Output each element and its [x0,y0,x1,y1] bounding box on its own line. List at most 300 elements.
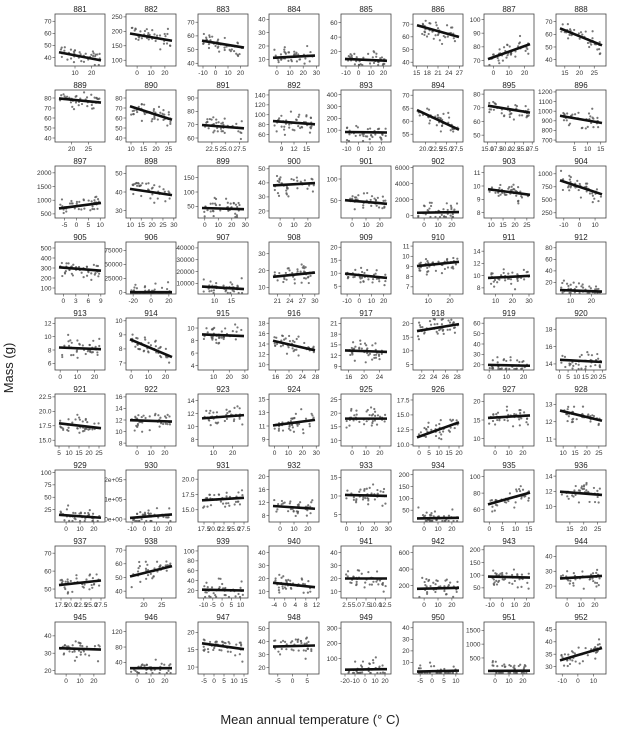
data-point [503,579,505,581]
data-point [168,111,170,113]
data-point [287,195,289,197]
data-point [304,179,306,181]
data-point [91,104,93,106]
data-point [348,140,350,142]
y-tick-label: 80 [187,108,195,116]
data-point [215,422,217,424]
data-point [167,28,169,30]
x-tick-label: -5 [61,222,68,229]
data-point [161,287,163,289]
data-point [592,201,594,203]
data-point [441,272,443,274]
y-axis-title: Mass (g) [1,342,16,394]
y-tick-label: 2000 [395,196,410,204]
data-point [208,43,210,45]
data-point [365,344,367,346]
data-point [497,412,499,414]
x-tick-label: -5 [201,678,207,685]
data-point [144,339,146,341]
data-point [166,423,168,425]
data-point [154,288,156,290]
y-tick-label: 6000 [395,164,410,172]
data-point [515,501,517,503]
panel-904 [538,157,606,229]
x-tick-label: 0 [74,222,79,229]
x-tick-label: 27.5 [94,602,108,609]
data-point [573,29,575,31]
data-point [503,115,505,117]
data-point [452,213,454,215]
data-point [498,187,500,189]
data-point [582,660,584,662]
panel-title: 909 [359,233,373,242]
x-tick-label: 0 [557,374,562,381]
x-tick-label: 20 [376,222,384,229]
data-point [147,574,149,576]
data-point [63,652,65,654]
data-point [373,51,375,53]
data-point [82,586,84,588]
data-point [233,50,235,52]
data-point [237,491,239,493]
data-point [162,188,164,190]
data-point [284,641,286,643]
data-point [137,39,139,41]
data-point [239,587,241,589]
data-point [211,328,213,330]
y-tick-label: 20 [258,473,266,481]
data-point [205,327,207,329]
x-tick-label: 10 [505,450,513,457]
data-point [226,492,228,494]
x-tick-label: 22 [418,374,426,381]
x-tick-label: 0 [350,450,354,457]
y-tick-label: 800 [541,127,553,135]
data-point [289,502,291,504]
data-point [218,51,220,53]
data-point [519,35,521,37]
panel-899 [184,157,250,229]
x-tick-label: 20 [236,70,245,77]
data-point [569,583,571,585]
x-tick-label: 10 [236,602,245,609]
data-point [138,520,140,522]
trend-line [345,350,387,352]
data-point [282,640,284,642]
data-point [144,336,146,338]
data-point [345,426,347,428]
y-tick-label: 1000 [538,108,553,116]
data-point [93,199,95,201]
panel-frame [269,546,319,598]
data-point [145,183,147,185]
data-point [355,196,357,198]
y-tick-label: 40 [258,16,266,24]
data-point [85,419,87,421]
data-point [381,207,383,209]
data-point [287,51,289,53]
panel-950 [402,613,463,685]
data-point [506,44,508,46]
y-tick-label: 20 [402,320,410,328]
data-point [518,361,520,363]
x-tick-label: -10 [557,678,567,685]
data-point [354,269,356,271]
data-point [202,43,204,45]
data-point [284,46,286,48]
y-tick-label: 150 [469,559,481,567]
panel-title: 885 [359,5,373,14]
data-point [455,263,457,265]
data-point [579,662,581,664]
data-point [76,414,78,416]
data-point [284,52,286,54]
data-point [504,666,506,668]
data-point [588,285,590,287]
data-point [491,510,493,512]
data-point [374,133,376,135]
data-point [573,406,575,408]
y-tick-label: 11 [545,436,553,444]
data-point [522,489,524,491]
data-point [213,289,215,291]
x-tick-label: 30 [241,222,249,229]
data-point [64,645,66,647]
data-point [348,425,350,427]
x-tick-label: 16 [345,374,353,381]
y-tick-label: 300 [40,265,52,273]
y-tick-label: 15 [258,396,266,404]
x-tick-label: 0 [491,70,496,77]
data-point [567,406,569,408]
x-tick-label: 10 [96,222,104,229]
data-point [225,290,227,292]
data-point [514,288,516,290]
x-tick-label: 10 [424,298,432,305]
data-point [449,419,451,421]
data-point [512,184,514,186]
panel-title: 900 [287,157,301,166]
y-tick-label: 10 [473,435,481,443]
y-tick-label: 10 [402,253,410,261]
data-point [513,568,515,570]
data-point [426,511,428,513]
data-point [70,101,72,103]
data-point [97,275,99,277]
y-tick-label: 20 [330,244,338,252]
data-point [495,504,497,506]
data-point [587,42,589,44]
data-point [348,55,350,57]
panel-title: 887 [502,5,516,14]
data-point [572,421,574,423]
y-tick-label: 8 [190,337,195,345]
data-point [498,580,500,582]
trend-line [560,290,602,291]
data-point [367,498,369,500]
x-tick-label: 26 [441,374,449,381]
y-tick-label: 14 [258,341,266,349]
data-point [381,353,383,355]
data-point [144,285,146,287]
data-point [210,203,212,205]
data-point [374,415,376,417]
data-point [280,641,282,643]
data-point [587,354,589,356]
data-point [67,418,69,420]
data-point [292,340,294,342]
panel-947 [187,613,248,685]
y-tick-label: 50 [473,585,481,593]
panel-900 [258,157,319,229]
trend-line [345,669,387,670]
data-point [207,331,209,333]
data-point [145,672,147,674]
y-tick-label: 12.5 [396,427,410,435]
data-point [162,109,164,111]
data-point [435,270,437,272]
data-point [585,489,587,491]
x-tick-label: -20 [340,678,350,685]
data-point [495,413,497,415]
x-tick-label: 20 [519,450,527,457]
panel-935 [470,461,534,533]
data-point [309,51,311,53]
data-point [75,640,77,642]
data-point [217,421,219,423]
data-point [371,195,373,197]
data-point [437,114,439,116]
y-tick-label: 70 [44,550,52,558]
data-point [274,189,276,191]
x-tick-label: 10 [367,298,376,305]
y-tick-label: 10 [330,437,338,445]
data-point [238,292,240,294]
y-tick-label: 10 [545,504,553,512]
y-tick-label: 10 [473,272,481,280]
data-point [159,417,161,419]
data-point [492,366,494,368]
data-point [233,420,235,422]
x-tick-label: 0 [290,678,295,685]
data-point [498,62,500,64]
data-point [309,60,311,62]
data-point [208,47,210,49]
data-point [234,503,236,505]
y-tick-label: 50 [115,574,123,582]
data-point [436,323,438,325]
y-tick-label: 100 [398,495,410,503]
data-point [438,437,440,439]
x-tick-label: 20 [520,374,528,381]
y-tick-label: 12 [545,488,553,496]
data-point [384,414,386,416]
data-point [239,407,241,409]
x-tick-label: 10 [362,450,370,457]
data-point [385,128,387,130]
data-point [289,340,291,342]
data-point [232,330,234,332]
data-point [144,513,146,515]
data-point [298,58,300,60]
panel-frame [484,470,534,522]
data-point [526,418,528,420]
panel-title: 910 [431,233,445,242]
data-point [295,413,297,415]
data-point [83,91,85,93]
panel-939 [184,537,248,609]
data-point [234,216,236,218]
data-point [275,577,277,579]
x-tick-label: 10 [362,222,370,229]
data-point [426,260,428,262]
data-point [292,649,294,651]
data-point [567,285,569,287]
data-point [153,33,155,35]
x-tick-label: 0 [58,374,62,381]
data-point [80,512,82,514]
data-point [454,332,456,334]
data-point [288,346,290,348]
data-point [165,348,167,350]
data-point [561,282,563,284]
panels-layer [37,5,607,685]
y-tick-label: 20 [473,398,481,406]
data-point [299,501,301,503]
x-tick-label: 12 [312,602,320,609]
data-point [584,368,586,370]
data-point [290,587,292,589]
data-point [85,53,87,55]
data-point [502,59,504,61]
y-tick-label: 80 [473,44,481,52]
data-point [210,424,212,426]
data-point [382,200,384,202]
y-tick-label: 500 [40,211,52,219]
y-tick-label: 60 [258,131,266,139]
y-tick-label: 30 [545,568,553,576]
data-point [443,333,445,335]
data-point [88,654,90,656]
data-point [280,345,282,347]
data-point [560,575,562,577]
data-point [346,139,348,141]
x-tick-label: 10 [127,146,135,153]
data-point [78,416,80,418]
data-point [511,186,513,188]
data-point [234,323,236,325]
x-tick-label: 5.0 [351,602,361,609]
y-tick-label: 20 [258,43,266,51]
data-point [523,672,525,674]
y-tick-label: 40 [545,268,553,276]
data-point [372,413,374,415]
data-point [598,577,600,579]
x-tick-label: 10 [224,70,232,77]
data-point [94,196,96,198]
x-tick-label: 20 [304,526,312,533]
data-point [428,207,430,209]
data-point [346,420,348,422]
data-point [78,208,80,210]
data-point [505,57,507,59]
data-point [80,53,82,55]
data-point [300,408,302,410]
data-point [306,515,308,517]
data-point [376,489,378,491]
data-point [492,661,494,663]
trend-line [59,648,101,649]
data-point [374,411,376,413]
x-tick-label: 10 [210,374,218,381]
data-point [84,512,86,514]
panel-889 [44,81,105,153]
data-point [370,205,372,207]
y-tick-label: 60 [44,568,52,576]
data-point [566,495,568,497]
x-tick-label: 0 [135,450,139,457]
data-point [507,420,509,422]
data-point [72,354,74,356]
x-tick-label: 15 [139,146,148,153]
data-point [417,216,419,218]
data-point [234,595,236,597]
data-point [146,664,148,666]
data-point [209,36,211,38]
data-point [294,282,296,284]
data-point [381,664,383,666]
data-point [169,663,171,665]
data-point [155,40,157,42]
data-point [159,48,161,50]
panel-923 [187,385,248,457]
data-point [494,510,496,512]
data-point [147,342,149,344]
data-point [155,659,157,661]
x-tick-label: 25 [590,70,598,77]
trend-line [273,646,315,647]
data-point [367,409,369,411]
y-tick-label: 120 [254,102,266,110]
panel-903 [473,157,534,229]
x-tick-label: -10 [198,70,208,77]
data-point [509,116,511,118]
data-point [435,435,437,437]
data-point [287,267,289,269]
data-point [364,497,366,499]
y-tick-label: 90 [473,30,481,38]
x-tick-label: 25 [84,146,92,153]
data-point [423,34,425,36]
data-point [297,354,299,356]
data-point [305,650,307,652]
data-point [281,585,283,587]
y-tick-label: 30 [258,562,266,570]
data-point [425,436,427,438]
y-tick-label: 2000 [37,170,52,178]
data-point [303,342,305,344]
data-point [372,56,374,58]
x-tick-label: 10 [147,70,155,77]
data-point [528,497,530,499]
data-point [592,572,594,574]
panel-881 [44,5,105,77]
panel-918 [402,309,463,381]
x-tick-label: 10 [147,678,155,685]
data-point [229,410,231,412]
data-point [359,134,361,136]
data-point [571,659,573,661]
